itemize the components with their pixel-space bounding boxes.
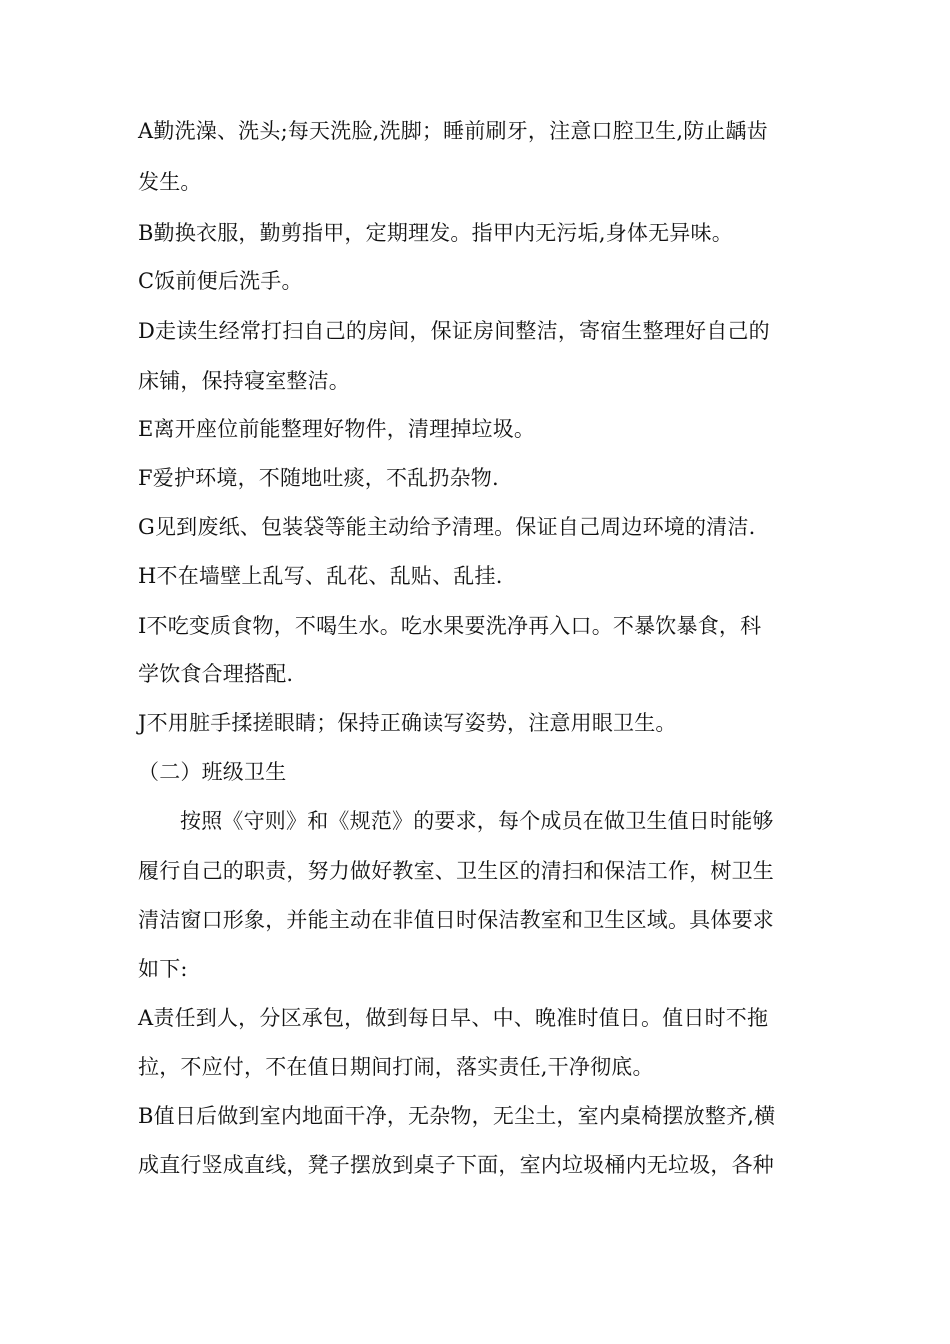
text-line: 床铺，保持寝室整洁。 [138,369,350,393]
text-line: B勤换衣服，勤剪指甲，定期理发。指甲内无污垢,身体无异味。 [138,221,733,245]
section-heading: （二）班级卫生 [138,760,287,784]
text-line: D走读生经常打扫自己的房间，保证房间整洁，寄宿生整理好自己的 [138,319,770,343]
text-line: 履行自己的职责，努力做好教室、卫生区的清扫和保洁工作，树卫生 [138,859,774,883]
text-line: 学饮食合理搭配. [138,662,294,686]
text-line: 发生。 [138,170,202,194]
text-line: A责任到人，分区承包，做到每日早、中、晚准时值日。值日时不拖 [138,1006,769,1030]
text-line: 拉，不应付，不在值日期间打闹，落实责任,干净彻底。 [138,1055,654,1079]
text-line: J不用脏手揉搓眼睛；保持正确读写姿势，注意用眼卫生。 [138,711,677,735]
paragraph-first-line: 按照《守则》和《规范》的要求，每个成员在做卫生值日时能够 [180,809,774,833]
text-line: B值日后做到室内地面干净，无杂物，无尘土，室内桌椅摆放整齐,横 [138,1104,776,1128]
text-line: F爱护环境，不随地吐痰，不乱扔杂物. [138,466,499,490]
text-line: I不吃变质食物，不喝生水。吃水果要洗净再入口。不暴饮暴食，科 [138,614,762,638]
text-line: E离开座位前能整理好物件，清理掉垃圾。 [138,417,536,441]
text-line: C饭前便后洗手。 [138,269,303,293]
text-line: 成直行竖成直线，凳子摆放到桌子下面，室内垃圾桶内无垃圾，各种 [138,1153,774,1177]
text-line: A勤洗澡、洗头;每天洗脸,洗脚；睡前刷牙，注意口腔卫生,防止龋齿 [138,119,768,143]
text-line: 清洁窗口形象，并能主动在非值日时保洁教室和卫生区域。具体要求 [138,908,774,932]
text-line: 如下: [138,957,188,981]
text-line: H不在墙壁上乱写、乱花、乱贴、乱挂. [138,564,503,588]
text-line: G见到废纸、包装袋等能主动给予清理。保证自己周边环境的清洁. [138,515,756,539]
